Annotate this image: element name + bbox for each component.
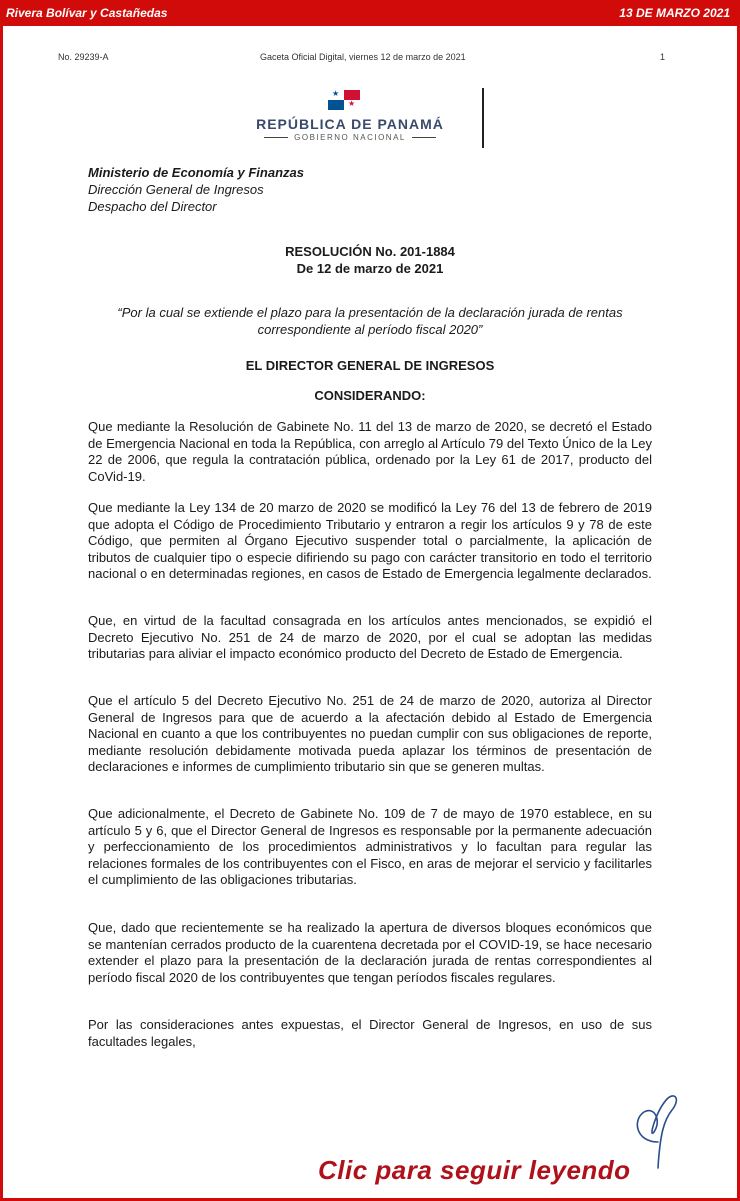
directorate-name: Dirección General de Ingresos	[88, 182, 264, 197]
header-divider	[482, 88, 484, 148]
paragraph: Que, dado que recientemente se ha realizado la apertura de diversos bloques económicos que se mantenían cerrados producto de la cuarentena decretada por el COVID-19, se hace necesario extender el plazo para la presentación de la declaración jurada de rentas correspondientes al período fiscal 2020 de los contribuyentes que tengan períodos fiscales regulares.	[88, 920, 652, 985]
banner-date: 13 DE MARZO 2021	[619, 6, 730, 20]
resolution-subject: “Por la cual se extiende el plazo para la presentación de la declaración jurada de rentas correspondiente al período fiscal 2020”	[117, 305, 623, 337]
country-name: REPÚBLICA DE PANAMÁ	[256, 116, 444, 132]
considering-heading: CONSIDERANDO:	[314, 388, 426, 403]
paragraph: Que mediante la Resolución de Gabinete No. 11 del 13 de marzo de 2020, se decretó el Estado de Emergencia Nacional en toda la República, con arreglo al Artículo 79 del Texto Único de la Ley 22 de 2006, que regula la contratación pública, ordenado por la Ley 61 de 2017, producto del CoVid-19.	[88, 419, 652, 484]
resolution-title: RESOLUCIÓN No. 201-1884	[285, 244, 455, 259]
gazette-number: No. 29239-A	[58, 52, 109, 62]
ministry-name: Ministerio de Economía y Finanzas	[88, 165, 304, 180]
paragraph: Que el artículo 5 del Decreto Ejecutivo No. 251 de 24 de marzo de 2020, autoriza al Director General de Ingresos para que de acuerdo a la afectación debido al Estado de Emergencia Nacional en cuanto a que los contribuyentes no puedan cumplir con sus obligaciones de reporte, mediante resolución debidamente motivada pueda aplazar los términos de presentación de declaraciones e informes de cumplimiento tributario sin que se generen multas.	[88, 693, 652, 774]
authority-heading: EL DIRECTOR GENERAL DE INGRESOS	[245, 358, 495, 373]
paragraph: Por las consideraciones antes expuestas, el Director General de Ingresos, en uso de sus facultades legales,	[88, 1017, 652, 1049]
page-number: 1	[660, 52, 666, 62]
paragraph: Que, en virtud de la facultad consagrada en los artículos antes mencionados, se expidió el Decreto Ejecutivo No. 251 de 24 de marzo de 2020, por el cual se adoptan las medidas tributarias para aliviar el impacto económico producto del Decreto de Estado de Emergencia.	[88, 613, 652, 661]
resolution-date: De 12 de marzo de 2021	[296, 261, 444, 276]
paragraph: Que mediante la Ley 134 de 20 marzo de 2020 se modificó la Ley 76 del 13 de febrero de 2019 que adopta el Código de Procedimiento Tributario y entraron a regir los artículos 9 y 78 de este Código, que permiten al Órgano Ejecutivo suspender total o parcialmente, la aplicación de tributos de cualquier tipo o especie difiriendo su pago con carácter transitorio en todo el territorio nacional o en determinadas regiones, en casos de Estado de Emergencia legalmente declarados.	[88, 500, 652, 581]
government-label: GOBIERNO NACIONAL	[240, 133, 460, 142]
paragraph: Que adicionalmente, el Decreto de Gabinete No. 109 de 7 de mayo de 1970 establece, en su artículo 5 y 6, que el Director General de Ingresos es responsable por la permanente adecuación y perfeccionamiento de los procedimientos administrativos y lo facultan para regular las relaciones formales de los contribuyentes con el Fisco, en aras de mejorar el servicio y facilitarles el cumplimiento de las obligaciones tributarias.	[88, 806, 652, 887]
banner-source: Rivera Bolívar y Castañedas	[6, 6, 168, 20]
signature-icon	[628, 1090, 688, 1170]
ministry-block	[88, 164, 304, 215]
panama-flag-icon	[328, 90, 360, 110]
office-name: Despacho del Director	[88, 199, 217, 214]
gazette-title: Gaceta Oficial Digital, viernes 12 de marzo de 2021	[260, 52, 466, 62]
read-more-link[interactable]: Clic para seguir leyendo	[318, 1155, 631, 1185]
panama-emblem	[240, 90, 460, 150]
